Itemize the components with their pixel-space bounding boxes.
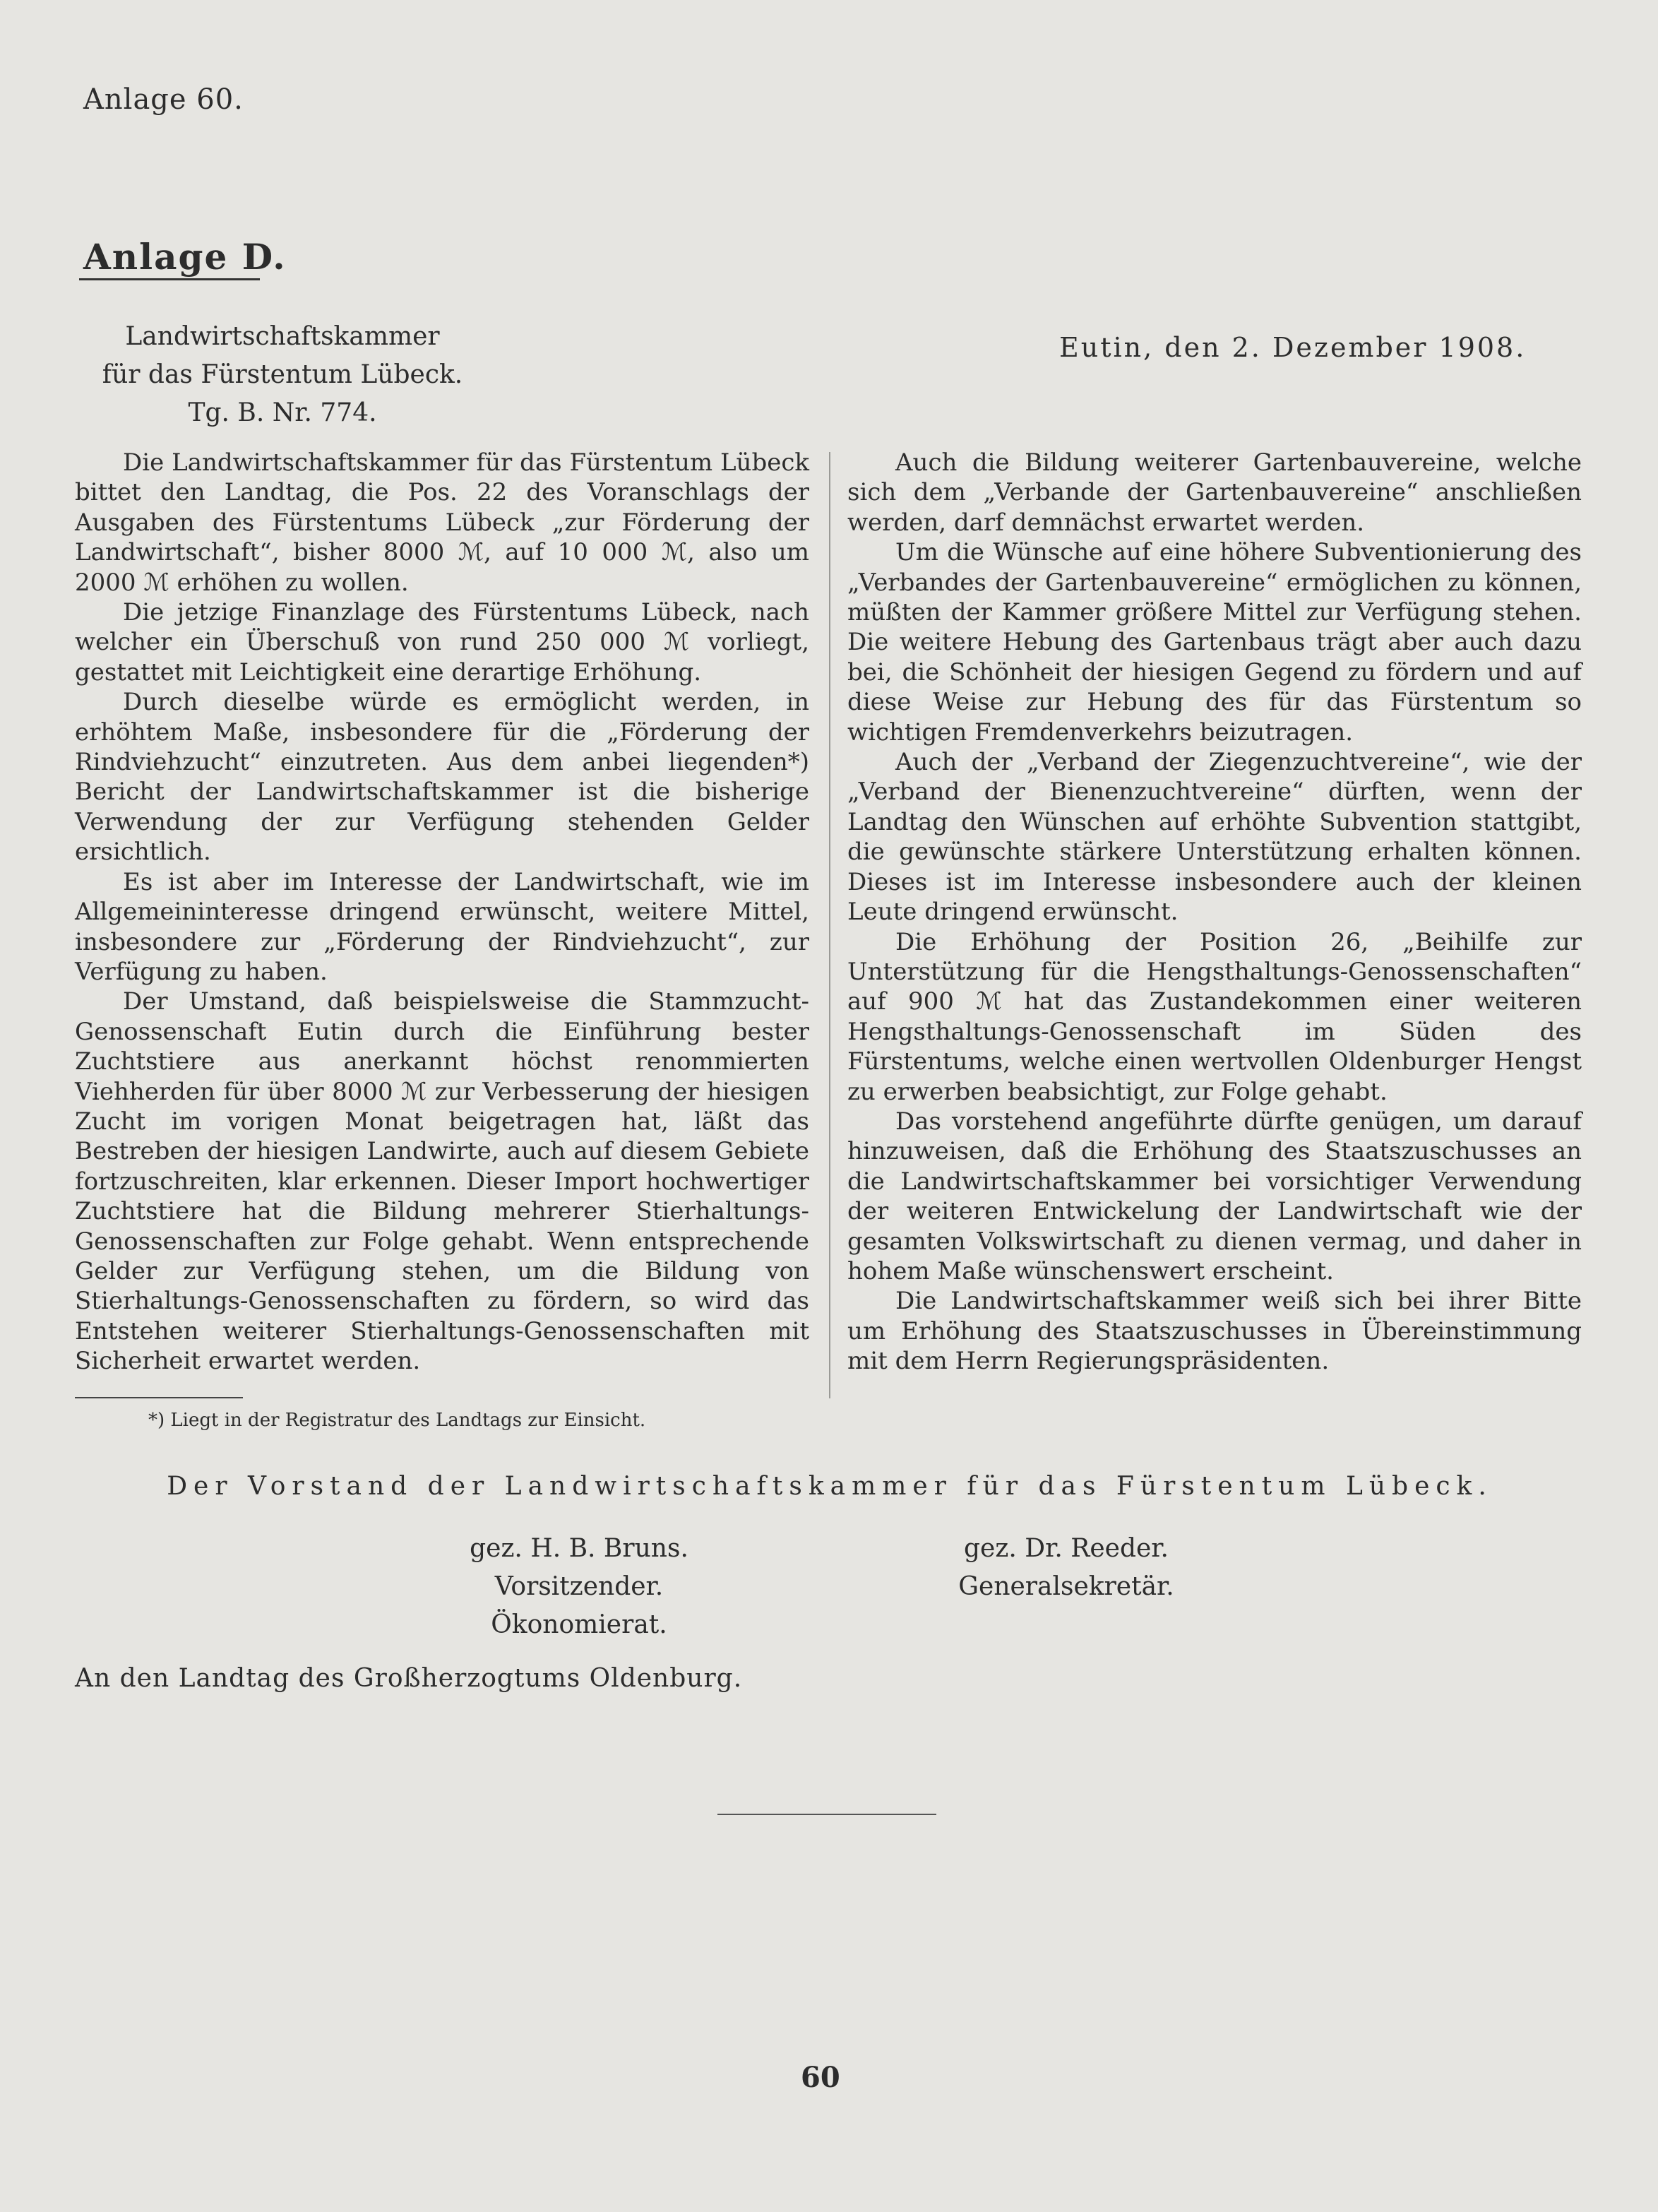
signature-right [918,1530,1215,1606]
footnote: *) Liegt in der Registratur des Landtags zur Einsicht. [148,1410,646,1431]
paragraph: Die Erhöhung der Position 26, „Beihilfe zur Unterstützung für die Hengsthaltungs-Genossenschaften“ auf 900 ℳ hat das Zustandekommen einer weiteren Hengsthaltungs-Genossenschaft im Süden des Fürstentums, welche einen wertvollen Oldenburger Hengst zu erwerben beabsichtigt, zur Folge gehabt. [847,927,1582,1106]
paragraph: Die jetzige Finanzlage des Fürstentums Lübeck, nach welcher ein Überschuß von rund 250 000 ℳ vorliegt, gestattet mit Leichtigkeit eine derartige Erhöhung. [75,598,809,686]
signatory-role: Vorsitzender. [494,1572,664,1601]
paragraph: Es ist aber im Interesse der Landwirtschaft, wie im Allgemeininteresse dringend erwünscht, weitere Mittel, insbesondere zur „Förderung der Rindviehzucht“, zur Verfügung zu haben. [75,867,809,986]
paragraph: Die Landwirtschaftskammer für das Fürstentum Lübeck bittet den Landtag, die Pos. 22 des Voranschlags der Ausgaben des Fürstentums Lübeck „zur Förderung der Landwirtschaft“, bisher 8000 ℳ, auf 10 000 ℳ, also um 2000 ℳ erhöhen zu wollen. [75,448,809,597]
reference-number: Tg. B. Nr. 774. [188,398,377,427]
paragraph: Das vorstehend angeführte dürfte genügen, um darauf hinzuweisen, daß die Erhöhung des Staatszuschusses an die Landwirtschaftskammer bei vorsichtiger Verwendung der weiteren Entwickelung der Landwirtschaft wie der gesamten Volkswirtschaft zu dienen vermag, und daher in hohem Maße wünschenswert erscheint. [847,1107,1582,1285]
signatory-name: gez. H. B. Bruns. [470,1534,688,1563]
appendix-title: Anlage D. [83,236,287,278]
page-number: 60 [801,2061,840,2094]
signatory-title: Ökonomierat. [491,1610,667,1639]
sender-organization: Landwirtschaftskammer [125,322,440,351]
addressee: An den Landtag des Großherzogtums Oldenburg. [75,1664,743,1693]
column-divider [829,452,830,1398]
sender-block [99,318,466,432]
sender-region: für das Fürstentum Lübeck. [102,360,463,389]
footnote-rule [75,1397,243,1398]
title-underline [79,278,260,280]
paragraph: Die Landwirtschaftskammer weiß sich bei ihrer Bitte um Erhöhung des Staatszuschusses in Übereinstimmung mit dem Herrn Regierungspräsidenten. [847,1287,1582,1376]
right-column [847,448,1582,1376]
paragraph: Um die Wünsche auf eine höhere Subventionierung des „Verbandes der Gartenbauvereine“ ermöglichen zu können, müßten der Kammer größere Mittel zur Verfügung stehen. Die weitere Hebung des Gartenbaus trägt aber auch dazu bei, die Schönheit der hiesigen Gegend zu fördern und auf diese Weise zur Hebung des für das Fürstentum so wichtigen Fremdenverkehrs beizutragen. [847,538,1582,747]
place-date: Eutin, den 2. Dezember 1908. [1059,332,1527,363]
signatory-name: gez. Dr. Reeder. [964,1534,1169,1563]
paragraph: Auch die Bildung weiterer Gartenbauvereine, welche sich dem „Verbande der Gartenbauvereine“ anschließen werden, darf demnächst erwartet werden. [847,448,1582,537]
left-column [75,448,809,1376]
paragraph: Durch dieselbe würde es ermöglicht werden, in erhöhtem Maße, insbesondere für die „Förderung der Rindviehzucht“ einzutreten. Aus dem anbei liegenden*) Bericht der Landwirtschaftskammer ist die bisherige Verwendung der zur Verfügung stehenden Gelder ersichtlich. [75,688,809,867]
board-line: Der Vorstand der Landwirtschaftskammer für das Fürstentum Lübeck. [167,1472,1493,1501]
signature-left [431,1530,727,1644]
paragraph: Der Umstand, daß beispielsweise die Stammzucht-Genossenschaft Eutin durch die Einführung bester Zuchtstiere aus anerkannt höchst renommierten Viehherden für über 8000 ℳ zur Verbesserung der hiesigen Zucht im vorigen Monat beigetragen hat, läßt das Bestreben der hiesigen Landwirte, auch auf diesem Gebiete fortzuschreiten, klar erkennen. Dieser Import hochwertiger Zuchtstiere hat die Bildung mehrerer Stierhaltungs-Genossenschaften zur Folge gehabt. Wenn entsprechende Gelder zur Verfügung stehen, um die Bildung von Stierhaltungs-Genossenschaften zu fördern, so wird das Entstehen weiterer Stierhaltungs-Genossenschaften mit Sicherheit erwartet werden. [75,987,809,1376]
end-rule [717,1814,936,1815]
page-label: Anlage 60. [83,83,244,116]
paragraph: Auch der „Verband der Ziegenzuchtvereine“, wie der „Verband der Bienenzuchtvereine“ dürften, wenn der Landtag den Wünschen auf erhöhte Subvention stattgibt, die gewünschte stärkere Unterstützung erhalten können. Dieses ist im Interesse insbesondere auch der kleinen Leute dringend erwünscht. [847,748,1582,927]
signatory-role: Generalsekretär. [958,1572,1174,1601]
